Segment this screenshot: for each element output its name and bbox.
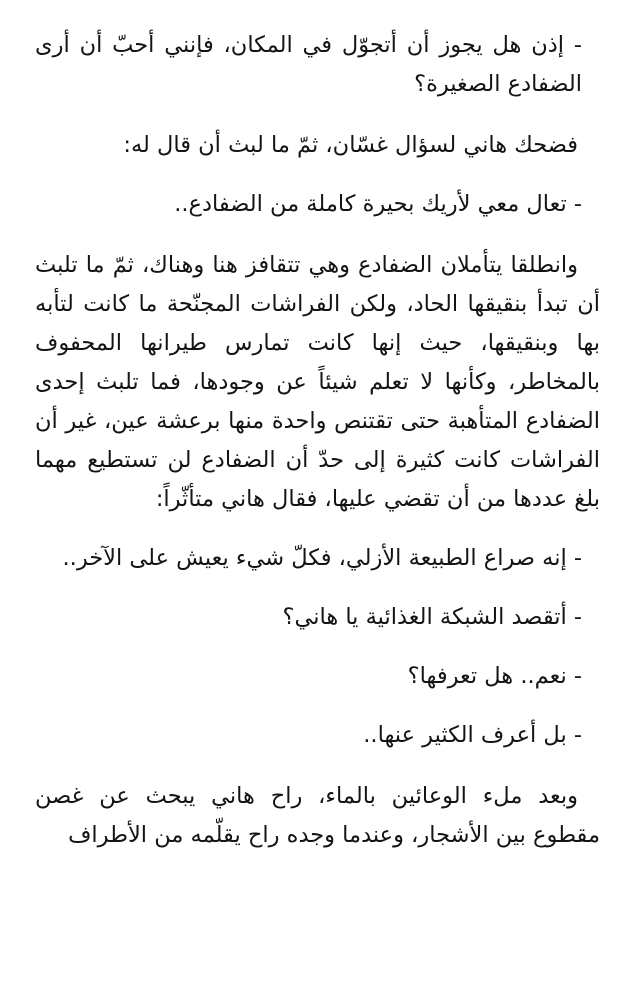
narration-paragraph-1: فضحك هاني لسؤال غسّان، ثمّ ما لبث أن قال له:	[123, 132, 578, 158]
dialogue-line-1: - إذن هل يجوز أن أتجوّل في المكان، فإنني أحبّ أن أرى الضفادع الصغيرة؟	[35, 32, 582, 97]
dialogue-line-4: - أتقصد الشبكة الغذائية يا هاني؟	[282, 604, 582, 630]
dialogue-line-6: - بل أعرف الكثير عنها..	[363, 722, 582, 748]
narration-paragraph-3: وبعد ملء الوعائين بالماء، راح هاني يبحث عن غصن مقطوع بين الأشجار، وعندما وجده راح يقلّمه من الأطراف	[35, 783, 600, 848]
dialogue-line-5: - نعم.. هل تعرفها؟	[407, 663, 582, 689]
dialogue-line-3: - إنه صراع الطبيعة الأزلي، فكلّ شيء يعيش على الآخر..	[62, 545, 582, 571]
narration-paragraph-2: وانطلقا يتأملان الضفادع وهي تتقافز هنا وهناك، ثمّ ما تلبث أن تبدأ بنقيقها الحاد، ولكن الفراشات المجنّحة ما كانت لتأبه بها وبنقيقها، حيث إنها كانت تمارس طيرانها المحفوف بالمخاطر، وكأنها لا تعلم شيئاً عن وجودها، فما تلبث إحدى الضفادع المتأهبة حتى تقتنص واحدة منها برعشة عين، غير أن الفراشات كانت كثيرة إلى حدّ أن الضفادع لن تستطيع مهما بلغ عددها من أن تقضي عليها، فقال هاني متأثّراً:	[35, 252, 600, 512]
dialogue-line-2: - تعال معي لأريك بحيرة كاملة من الضفادع..	[174, 191, 582, 217]
